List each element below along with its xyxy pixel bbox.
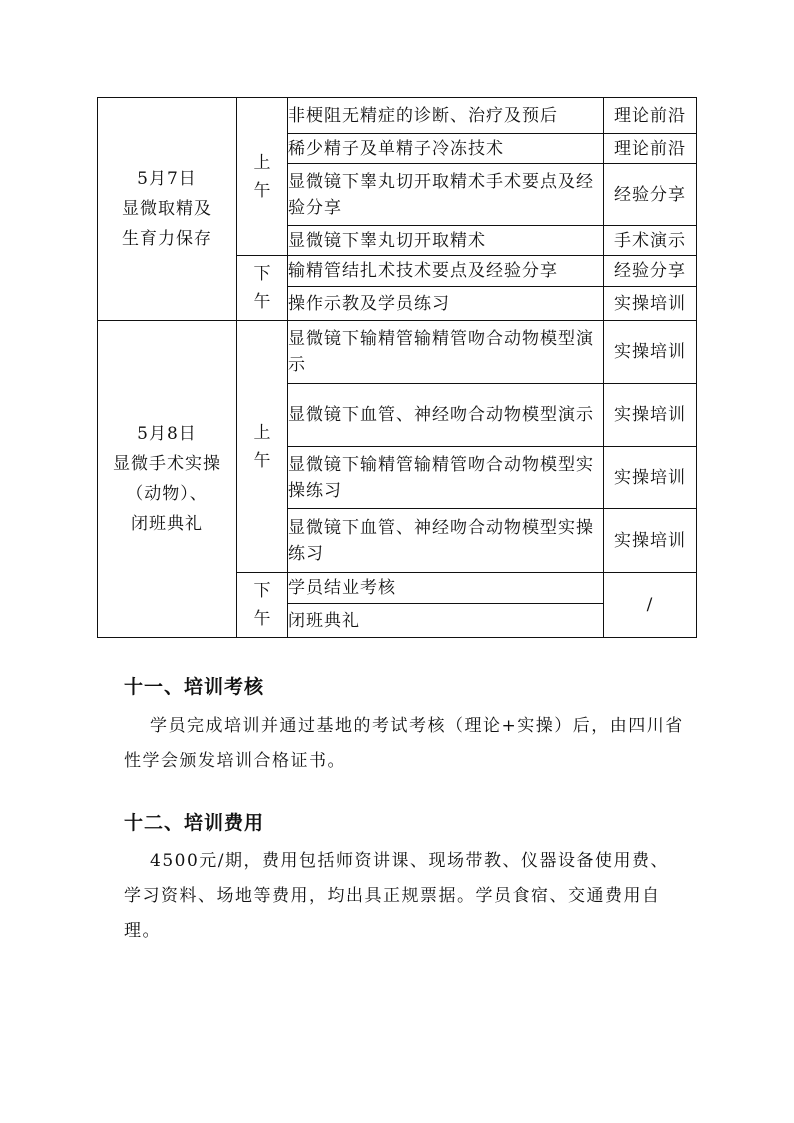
topic-cell: 学员结业考核 [288, 573, 604, 604]
category-cell: 实操培训 [604, 384, 697, 447]
category-cell: 实操培训 [604, 447, 697, 509]
day-cell [98, 98, 237, 321]
category-cell: 理论前沿 [604, 134, 697, 164]
topic-cell: 显微镜下睾丸切开取精术 [288, 226, 604, 256]
period-label: 午 [253, 292, 271, 312]
section-heading-assessment: 十一、培训考核 [124, 676, 265, 698]
topic-cell: 操作示教及学员练习 [288, 287, 604, 321]
period-label: 下 [253, 581, 271, 601]
period-label: 上 [253, 422, 271, 443]
topic-cell: 显微镜下睾丸切开取精术手术要点及经验分享 [288, 164, 604, 226]
topic-cell: 显微镜下血管、神经吻合动物模型实操练习 [288, 509, 604, 573]
period-cell [237, 321, 288, 573]
category-cell: 实操培训 [604, 509, 697, 573]
day-cell [98, 321, 237, 638]
day-title-line: 显微手术实操 [113, 454, 221, 474]
period-label: 午 [253, 450, 271, 471]
day-title-line: 闭班典礼 [131, 514, 203, 534]
period-label: 上 [253, 152, 271, 173]
category-cell: / [604, 573, 697, 638]
topic-cell: 显微镜下输精管输精管吻合动物模型演示 [288, 321, 604, 384]
category-cell: 经验分享 [604, 164, 697, 226]
day-date: 5月8日 [137, 424, 197, 444]
topic-cell: 非梗阻无精症的诊断、治疗及预后 [288, 98, 604, 134]
day-title-line: （动物）、 [126, 484, 208, 504]
day-title-line: 生育力保存 [122, 229, 212, 249]
schedule-table [97, 97, 697, 638]
topic-cell: 显微镜下输精管输精管吻合动物模型实操练习 [288, 447, 604, 509]
topic-cell: 闭班典礼 [288, 604, 604, 638]
topic-cell: 输精管结扎术技术要点及经验分享 [288, 256, 604, 287]
topic-cell: 显微镜下血管、神经吻合动物模型演示 [288, 384, 604, 447]
period-cell [237, 98, 288, 256]
period-label: 下 [253, 264, 271, 284]
day-title-line: 显微取精及 [122, 199, 212, 219]
category-cell: 理论前沿 [604, 98, 697, 134]
table-row [98, 98, 697, 134]
category-cell: 实操培训 [604, 321, 697, 384]
section-heading-fees: 十二、培训费用 [124, 812, 265, 834]
category-cell: 经验分享 [604, 256, 697, 287]
table-row [98, 321, 697, 384]
period-label: 午 [253, 180, 271, 201]
period-cell [237, 573, 288, 638]
assessment-paragraph: 学员完成培训并通过基地的考试考核（理论+实操）后，由四川省性学会颁发培训合格证书。 [124, 716, 684, 771]
fees-paragraph: 4500元/期，费用包括师资讲课、现场带教、仪器设备使用费、学习资料、场地等费用，均出具正规票据。学员食宿、交通费用自理。 [124, 851, 669, 941]
day-date: 5月7日 [137, 169, 197, 189]
period-label: 午 [253, 609, 271, 629]
category-cell: 手术演示 [604, 226, 697, 256]
category-cell: 实操培训 [604, 287, 697, 321]
period-cell [237, 256, 288, 321]
topic-cell: 稀少精子及单精子冷冻技术 [288, 134, 604, 164]
